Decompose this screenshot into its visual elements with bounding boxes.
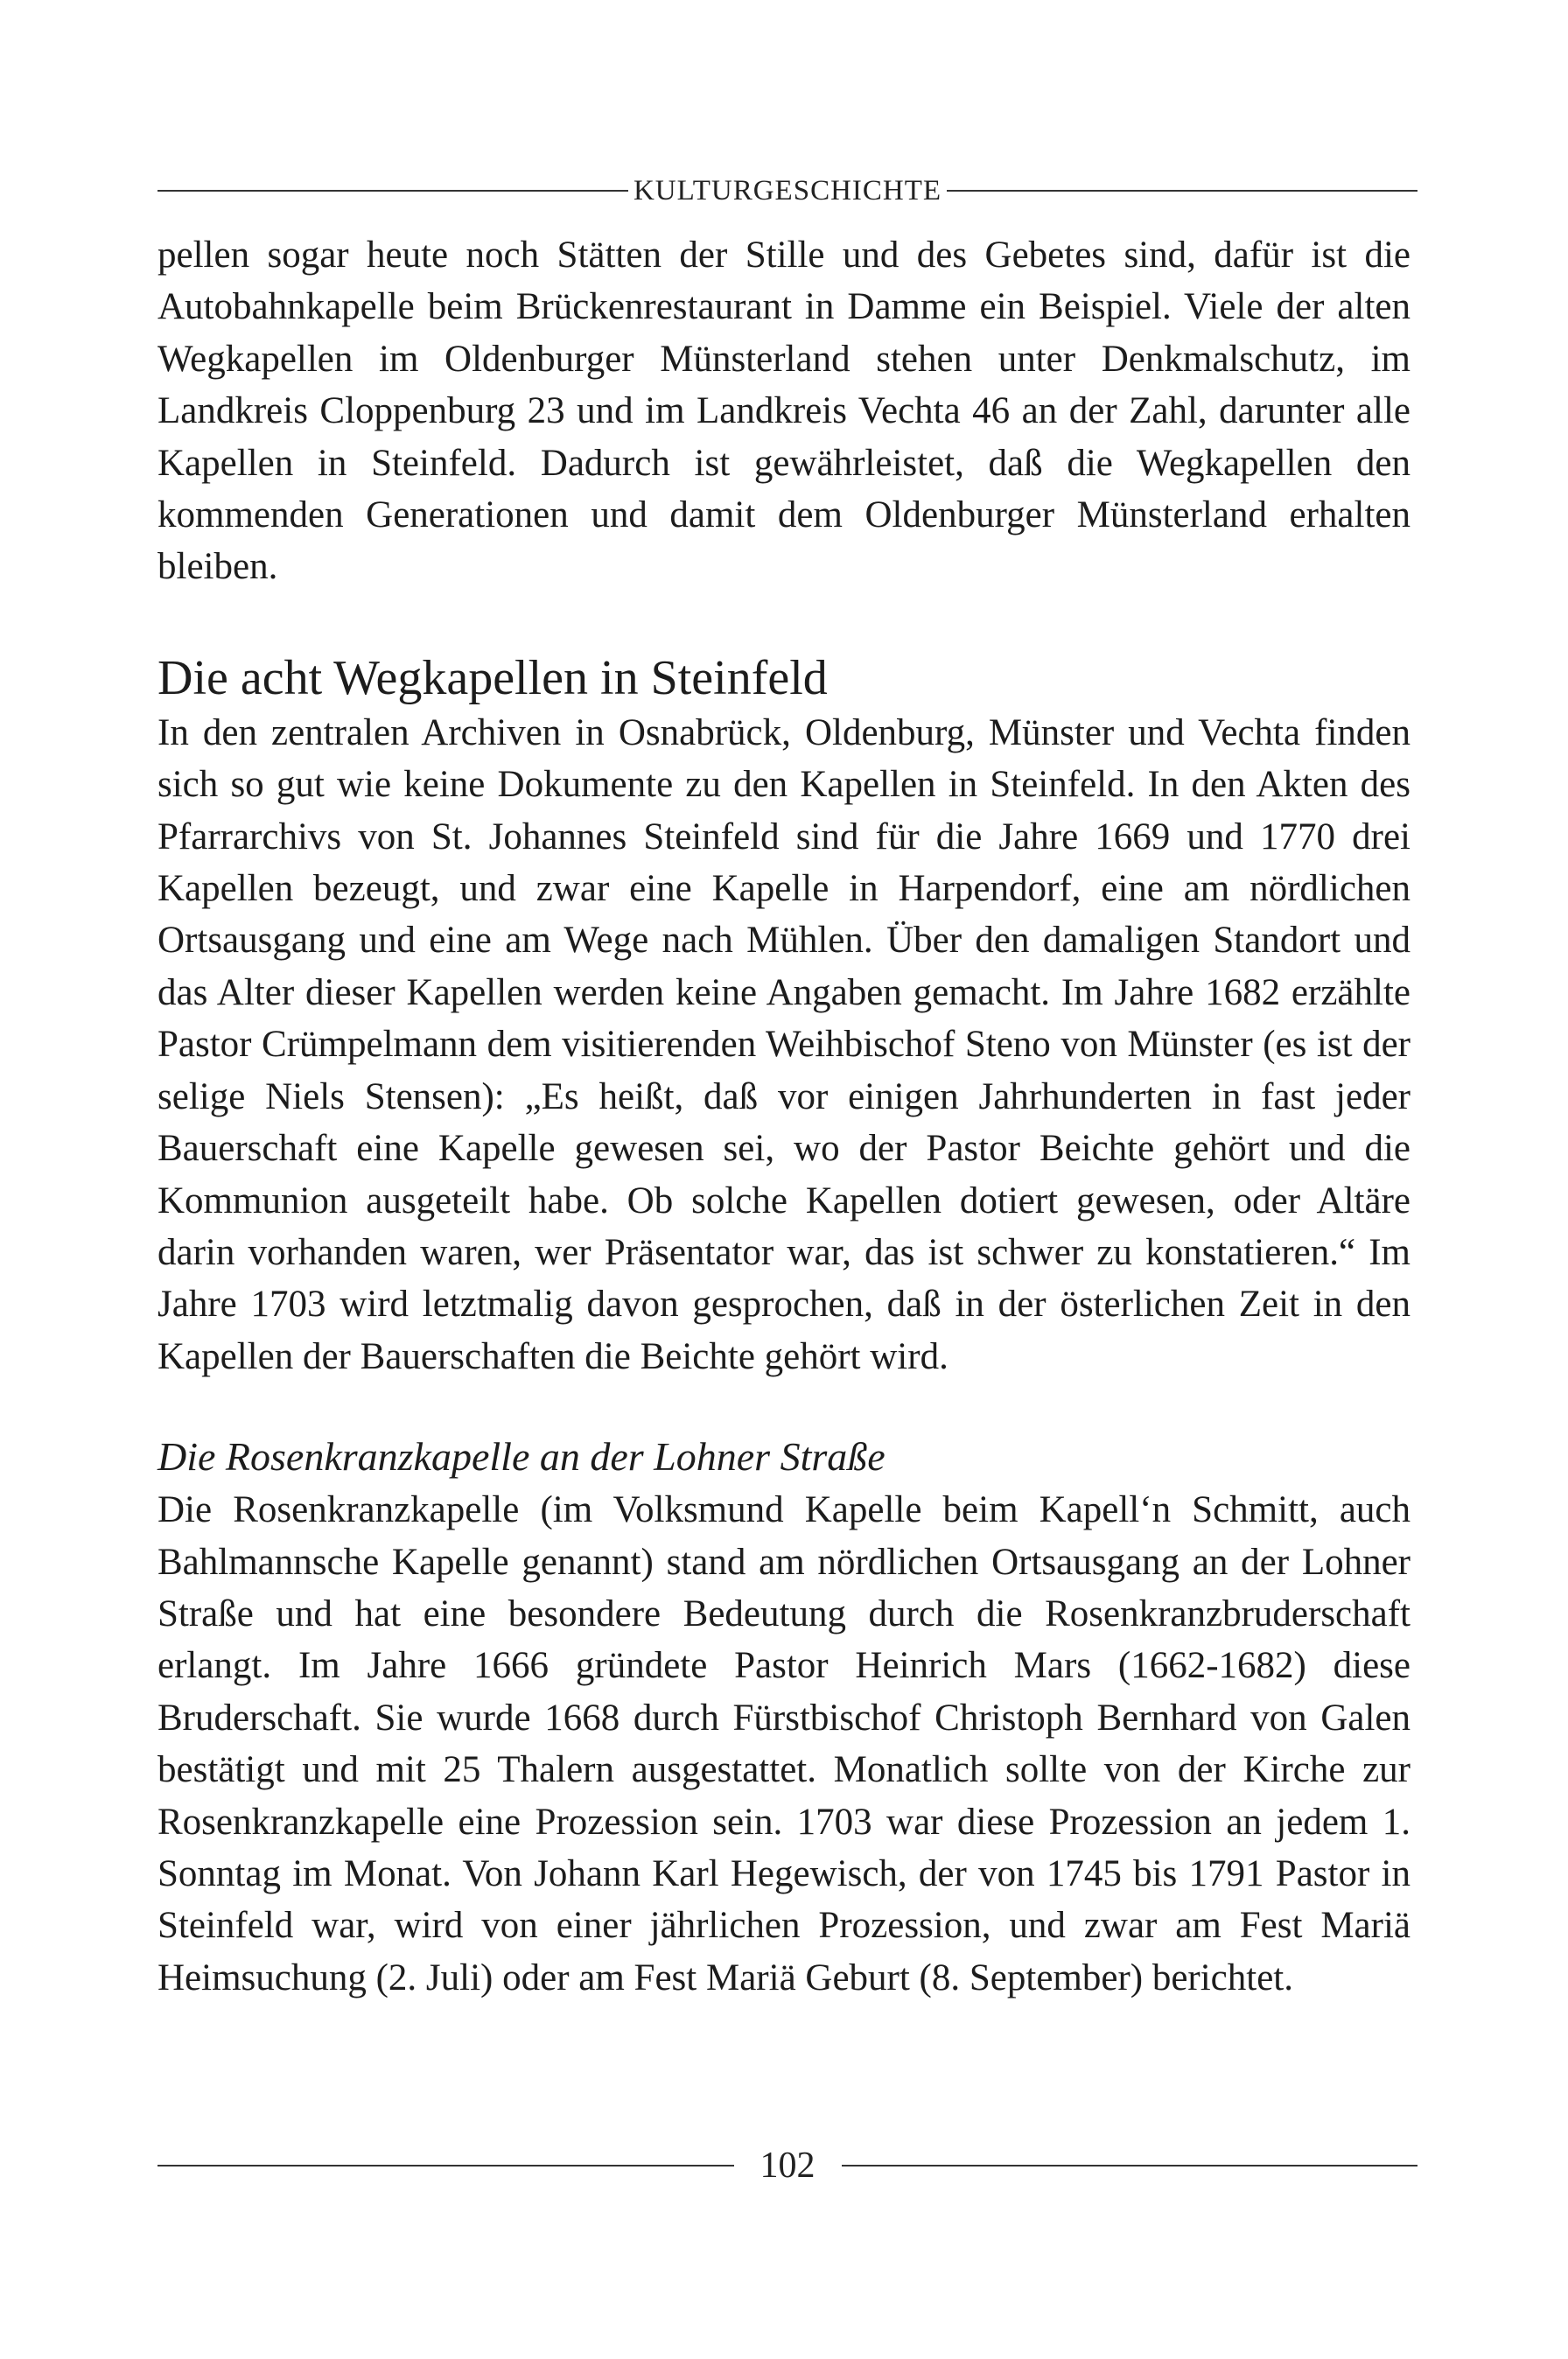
intro-paragraph: pellen sogar heute noch Stätten der Stille und des Gebetes sind, dafür ist die Autobahnkapelle beim Brückenrestaurant in Damme ein Beispiel. Viele der alten Wegkapellen im Oldenburger Münsterland stehen unter Denkmalschutz, im Landkreis Cloppenburg 23 und im Landkreis Vechta 46 an der Zahl, darunter alle Kapellen in Steinfeld. Dadurch ist gewährleistet, daß die Wegkapellen den kommenden Generationen und damit dem Oldenburger Münsterland erhalten bleiben. [158, 234, 1410, 588]
section-paragraph: In den zentralen Archiven in Osnabrück, Oldenburg, Münster und Vechta finden sich so gut wie keine Dokumente zu den Kapellen in Steinfeld. In den Akten des Pfarrarchivs von St. Johannes Steinfeld sind für die Jahre 1669 und 1770 drei Kapellen bezeugt, und zwar eine Kapelle in Harpendorf, eine am nördlichen Ortsausgang und eine am Wege nach Mühlen. Über den damaligen Standort und das Alter dieser Kapellen werden keine Angaben gemacht. Im Jahre 1682 erzählte Pastor Crümpelmann dem visitierenden Weihbischof Steno von Münster (es ist der selige Niels Stensen): „Es heißt, daß vor einigen Jahrhunderten in fast jeder Bauerschaft eine Kapelle gewesen sei, wo der Pastor Beichte gehört und die Kommunion ausgeteilt habe. Ob solche Kapellen dotiert gewesen, oder Altäre darin vorhanden waren, wer Präsentator war, das ist schwer zu konstatieren.“ Im Jahre 1703 wird letztmalig davon gesprochen, daß in der österlichen Zeit in den Kapellen der Bauerschaften die Beichte gehört wird. [158, 711, 1410, 1377]
running-header [158, 173, 1418, 208]
footer-rule-right [842, 2165, 1418, 2166]
page-footer [158, 2144, 1418, 2188]
header-rule-left [158, 190, 628, 192]
subsection-heading: Die Rosenkranzkapelle an der Lohner Straße [158, 1434, 886, 1480]
subsection-paragraph: Die Rosenkranzkapelle (im Volksmund Kapelle beim Kapell‘n Schmitt, auch Bahlmannsche Kapelle genannt) stand am nördlichen Ortsausgang an der Lohner Straße und hat eine besondere Bedeutung durch die Rosenkranzbruderschaft erlangt. Im Jahre 1666 gründete Pastor Heinrich Mars (1662-1682) diese Bruderschaft. Sie wurde 1668 durch Fürstbischof Christoph Bernhard von Galen bestätigt und mit 25 Thalern ausgestattet. Monatlich sollte von der Kirche zur Rosenkranzkapelle eine Prozession sein. 1703 war diese Prozession an jedem 1. Sonntag im Monat. Von Johann Karl Hegewisch, der von 1745 bis 1791 Pastor in Steinfeld war, wird von einer jährlichen Prozession, und zwar am Fest Mariä Heimsuchung (2. Juli) oder am Fest Mariä Geburt (8. September) berichtet. [158, 1489, 1410, 1998]
running-title: KULTURGESCHICHTE [633, 174, 942, 206]
body-text [158, 229, 1410, 2004]
section-heading: Die acht Wegkapellen in Steinfeld [158, 650, 828, 705]
header-rule-right [947, 190, 1418, 192]
footer-rule-left [158, 2165, 734, 2166]
page-number: 102 [760, 2146, 816, 2186]
